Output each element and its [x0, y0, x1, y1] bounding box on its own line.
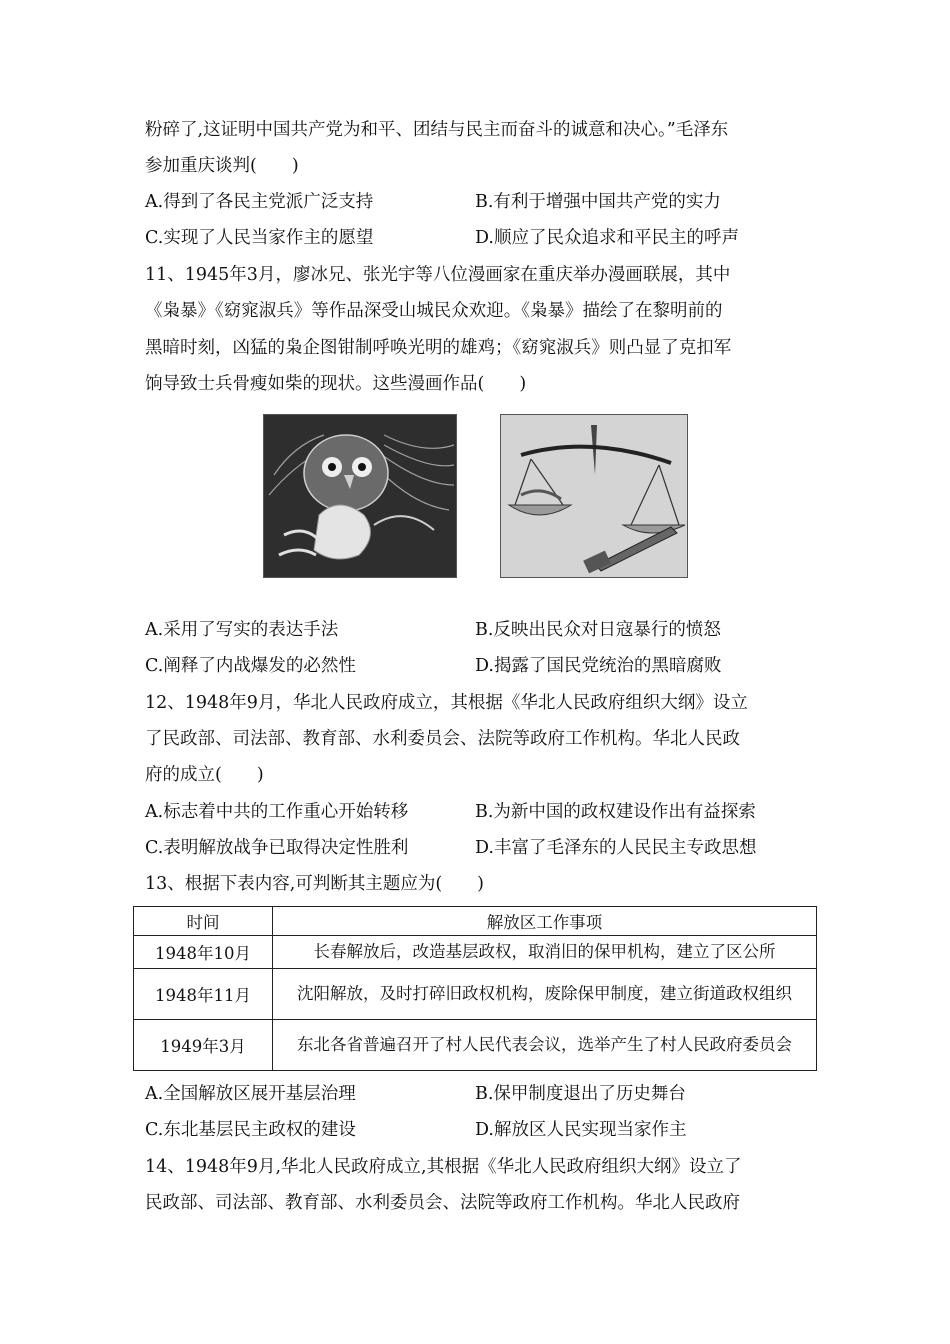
q12-stem-line-1: 12、1948年9月，华北人民政府成立，其根据《华北人民政府组织大纲》设立	[145, 693, 748, 713]
owl-rooster-cartoon	[263, 414, 457, 578]
q11-option-c: C.阐释了内战爆发的必然性	[145, 656, 356, 676]
row-time: 1948年10月	[134, 936, 273, 969]
q14-stem-line-2: 民政部、司法部、教育部、水利委员会、法院等政府工作机构。华北人民政府	[145, 1193, 740, 1213]
q13-table	[133, 906, 817, 1071]
q12-stem-line-3: 府的成立( )	[145, 765, 264, 785]
q12-stem-line-2: 了民政部、司法部、教育部、水利委员会、法院等政府工作机构。华北人民政	[145, 729, 740, 749]
table-row	[134, 936, 817, 969]
q10-option-a: A.得到了各民主党派广泛支持	[145, 192, 374, 212]
scales-cartoon	[500, 414, 688, 578]
q14-stem-line-1: 14、1948年9月,华北人民政府成立,其根据《华北人民政府组织大纲》设立了	[145, 1157, 742, 1177]
q13-stem: 13、根据下表内容,可判断其主题应为( )	[145, 874, 484, 894]
q10-option-d: D.顺应了民众追求和平民主的呼声	[475, 228, 739, 248]
q12-option-a: A.标志着中共的工作重心开始转移	[145, 802, 409, 822]
q12-option-c: C.表明解放战争已取得决定性胜利	[145, 838, 409, 858]
q10-option-b: B.有利于增强中国共产党的实力	[475, 192, 721, 212]
q11-option-b: B.反映出民众对日寇暴行的愤怒	[475, 620, 721, 640]
table-header-row	[134, 907, 817, 936]
q10-option-c: C.实现了人民当家作主的愿望	[145, 228, 374, 248]
row-item: 东北各省普遍召开了村人民代表会议，选举产生了村人民政府委员会	[273, 1020, 817, 1071]
q13-option-c: C.东北基层民主政权的建设	[145, 1120, 356, 1140]
q10-stem-line-1: 粉碎了,这证明中国共产党为和平、团结与民主而奋斗的诚意和决心。”毛泽东	[145, 120, 729, 140]
q11-option-a: A.采用了写实的表达手法	[145, 620, 339, 640]
q13-option-b: B.保甲制度退出了历史舞台	[475, 1084, 686, 1104]
q11-option-d: D.揭露了国民党统治的黑暗腐败	[475, 656, 722, 676]
q13-option-d: D.解放区人民实现当家作主	[475, 1120, 687, 1140]
q13-option-a: A.全国解放区展开基层治理	[145, 1084, 356, 1104]
header-item: 解放区工作事项	[273, 907, 817, 936]
q11-stem-line-3: 黑暗时刻，凶猛的枭企图钳制呼唤光明的雄鸡；《窈窕淑兵》则凸显了克扣军	[145, 338, 732, 358]
row-item: 长春解放后，改造基层政权，取消旧的保甲机构，建立了区公所	[273, 936, 817, 969]
row-time: 1949年3月	[134, 1020, 273, 1071]
row-item: 沈阳解放，及时打碎旧政权机构，废除保甲制度，建立街道政权组织	[273, 969, 817, 1020]
header-time: 时间	[134, 907, 273, 936]
q12-option-b: B.为新中国的政权建设作出有益探索	[475, 802, 756, 822]
q11-stem-line-4: 饷导致士兵骨瘦如柴的现状。这些漫画作品( )	[145, 374, 527, 394]
q11-stem-line-1: 11、1945年3月，廖冰兄、张光宇等八位漫画家在重庆举办漫画联展，其中	[145, 265, 731, 285]
q10-stem-line-2: 参加重庆谈判( )	[145, 156, 299, 176]
row-time: 1948年11月	[134, 969, 273, 1020]
table-row	[134, 969, 817, 1020]
q11-stem-line-2: 《枭暴》《窈窕淑兵》等作品深受山城民众欢迎。《枭暴》描绘了在黎明前的	[145, 301, 723, 321]
q12-option-d: D.丰富了毛泽东的人民民主专政思想	[475, 838, 757, 858]
table-row	[134, 1020, 817, 1071]
